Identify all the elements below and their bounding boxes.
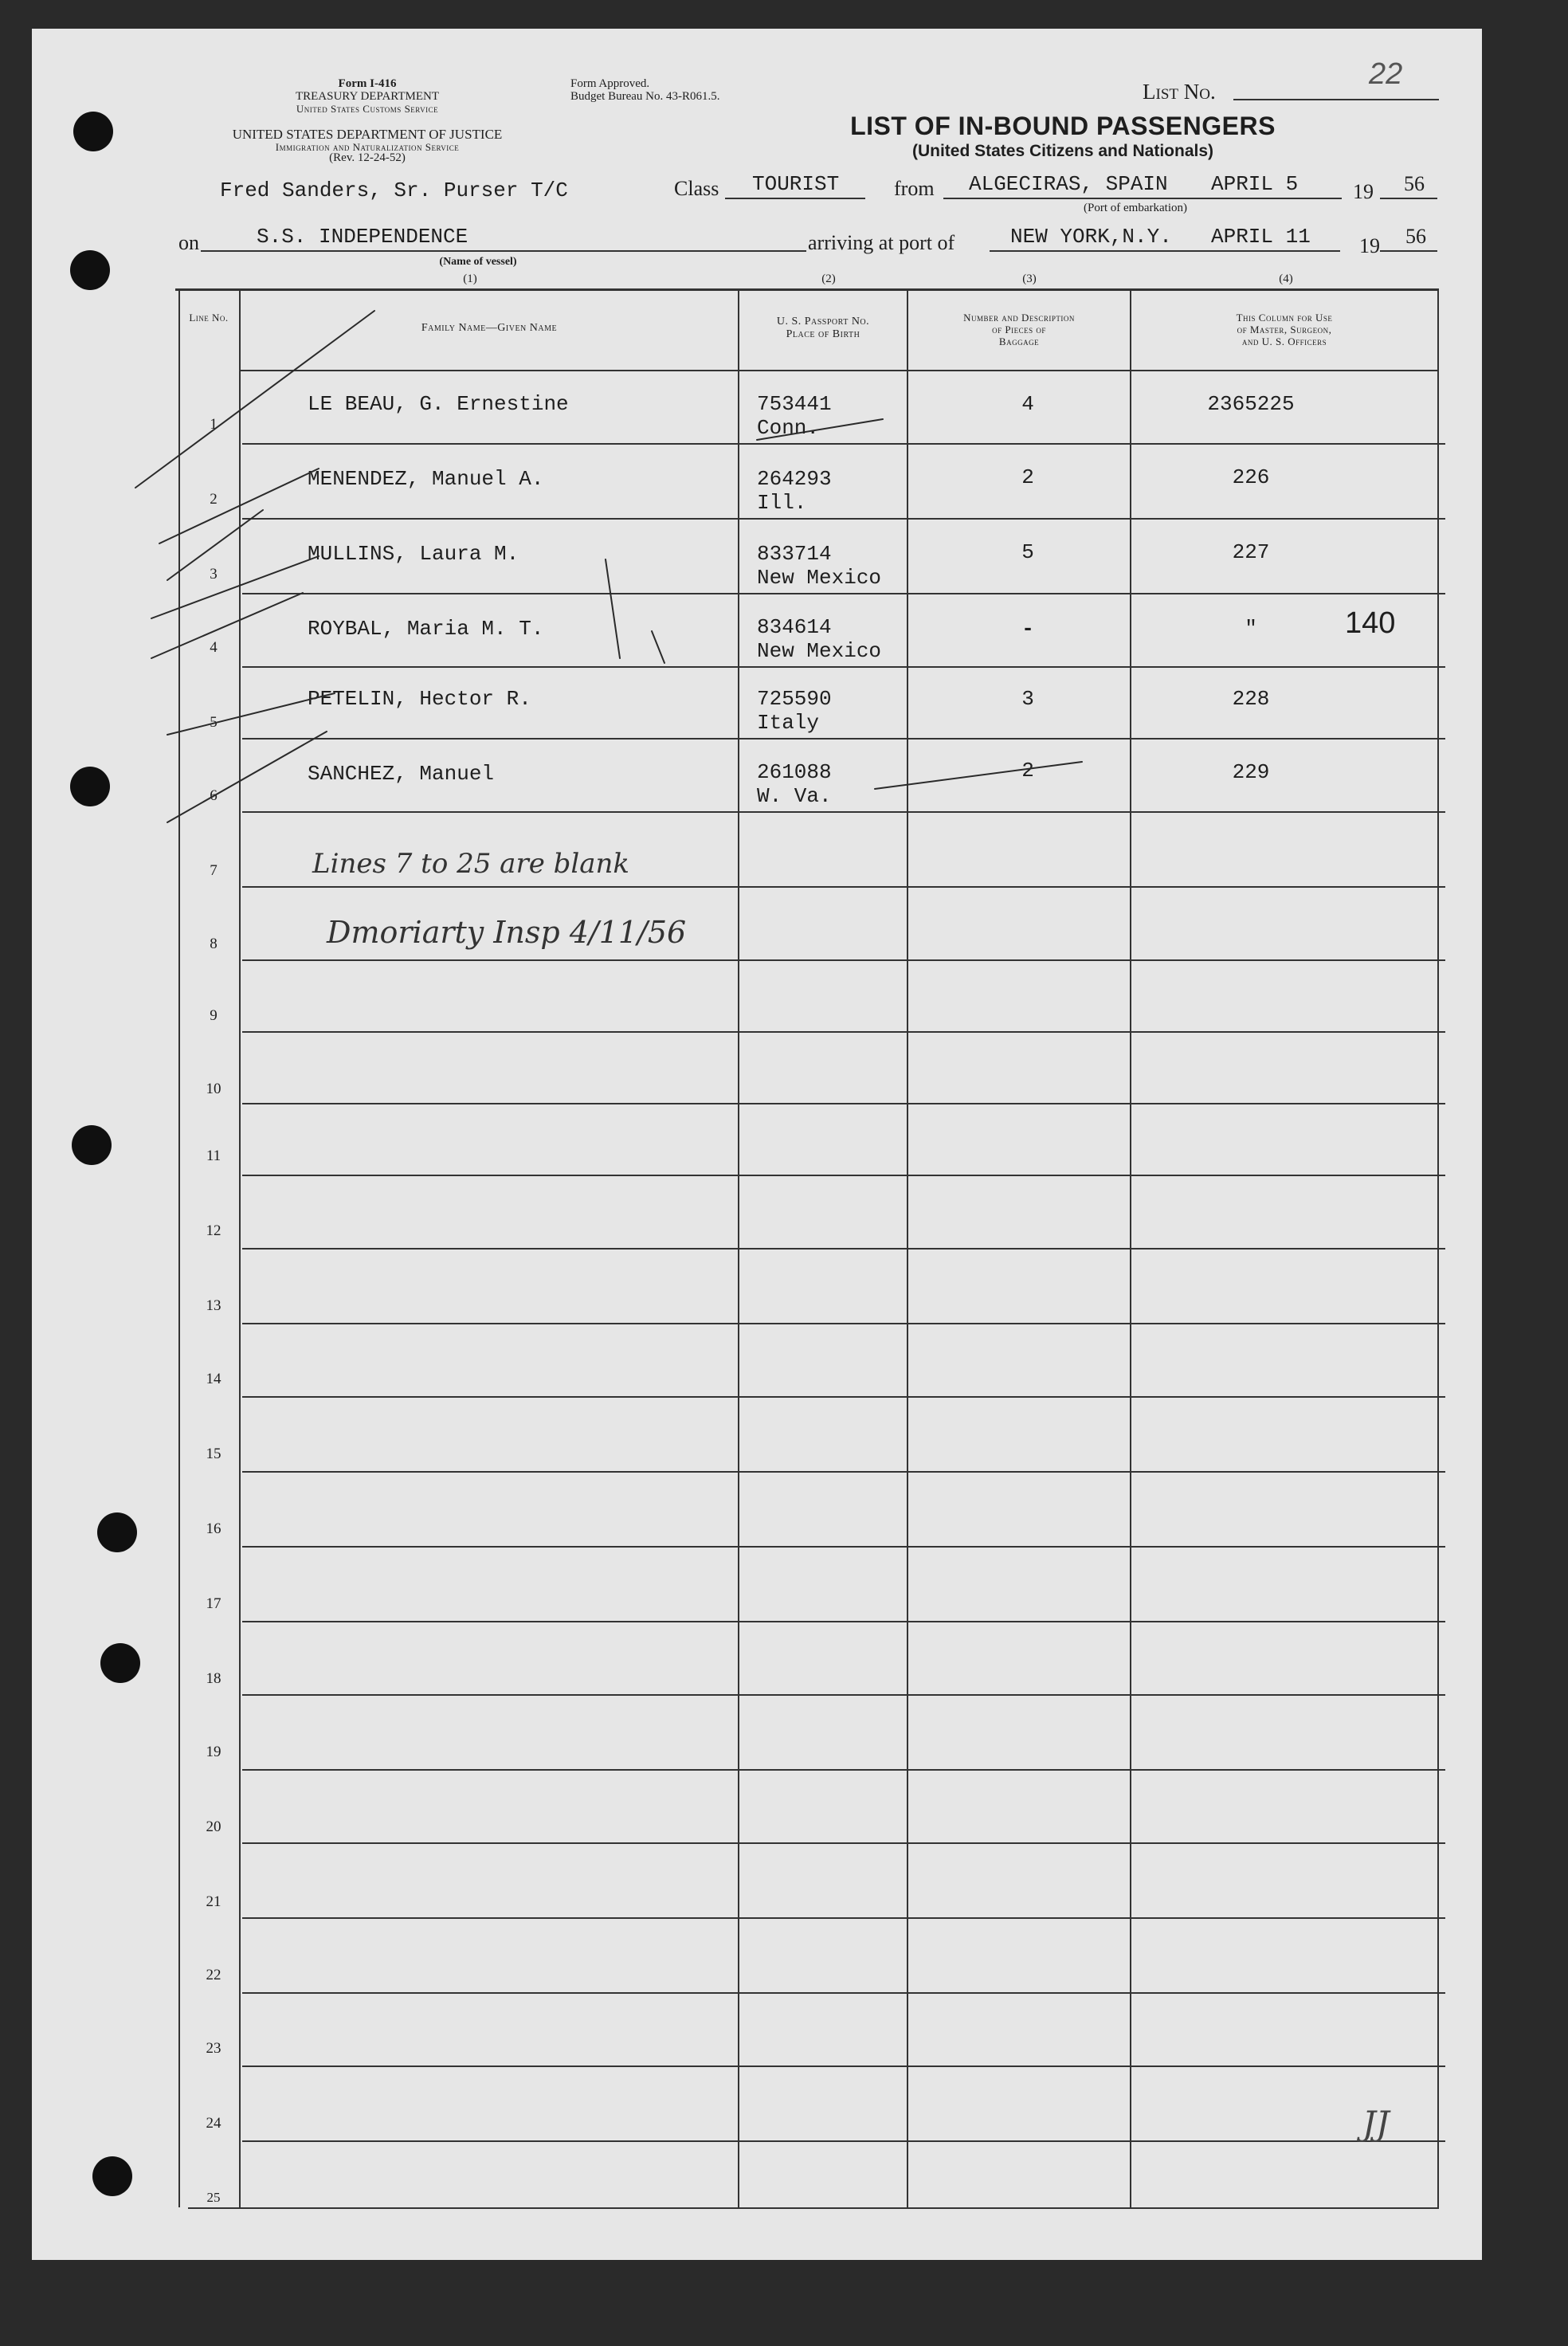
row-line-number: 4 [210,639,218,656]
row-line-number: 24 [206,2115,221,2132]
arriving-label: arriving at port of [808,231,955,254]
row-line-number: 1 [210,416,218,433]
header-passport [743,316,904,341]
row-line-number: 3 [210,566,218,583]
row-rule [242,1694,1445,1696]
row-rule [242,518,1445,520]
table-left-rule [178,288,180,2207]
list-no-label: List No. [1143,80,1216,104]
embarkation-port: ALGECIRAS, SPAIN [969,172,1168,196]
row-rule [242,1621,1445,1622]
header-baggage [911,312,1127,348]
row-rule [242,1769,1445,1771]
class-underline [725,198,865,199]
baggage-count: 2 [1021,759,1034,783]
row-line-number: 14 [206,1371,221,1387]
row-line-number: 21 [206,1893,221,1910]
form-approval [570,78,719,104]
passenger-name: SANCHEZ, Manuel [308,762,495,786]
header-officers-line1: This Column for Use [1236,312,1333,324]
place-of-birth: Conn. [757,416,820,440]
handwritten-initials: JJ [1362,2104,1390,2143]
baggage-count: 5 [1021,540,1034,564]
row-rule [242,959,1445,961]
row-line-number: 15 [206,1446,221,1462]
passenger-name: PETELIN, Hector R. [308,687,531,711]
row-line-number: 20 [206,1818,221,1835]
row-line-number: 19 [206,1744,221,1760]
officer-entry: 229 [1232,760,1270,784]
row-line-number: 17 [206,1595,221,1612]
ins-service: Immigration and Naturalization Service [275,140,460,153]
arrival-year-underline [1380,250,1437,252]
baggage-count: 3 [1021,687,1034,711]
officer-entry: 228 [1232,687,1270,711]
baggage-count: 4 [1021,392,1034,416]
col-num-4: (4) [1279,273,1293,285]
row-rule [242,1103,1445,1104]
baggage-count: 2 [1021,465,1034,489]
passenger-name: LE BEAU, G. Ernestine [308,392,569,416]
col-num-3: (3) [1022,273,1037,285]
header-officers-line2: of Master, Surgeon, [1237,323,1332,335]
row-rule [242,2066,1445,2067]
form-header-left [180,78,555,114]
punch-hole [97,1512,137,1552]
page-title: LIST OF IN-BOUND PASSENGERS [850,112,1276,140]
officer-note: 140 [1345,606,1396,640]
budget-bureau: Budget Bureau No. 43-R061.5. [570,89,720,103]
place-of-birth: New Mexico [757,639,882,663]
from-year-prefix: 19 [1353,180,1374,203]
row-rule [242,738,1445,740]
form-number: Form I-416 [338,77,397,90]
header-name: Family Name—Given Name [421,322,558,334]
col-num-2: (2) [821,273,836,285]
handwritten-blank-note: Lines 7 to 25 are blank [312,848,630,880]
place-of-birth: New Mexico [757,566,882,590]
handwritten-inspector-signature: Dmoriarty Insp 4/11/56 [327,915,687,950]
page-subtitle: (United States Citizens and Nationals) [911,142,1214,160]
row-line-number: 18 [206,1670,221,1687]
purser-name: Fred Sanders, Sr. Purser T/C [220,178,568,202]
punch-hole [73,112,113,151]
row-rule [242,1546,1445,1548]
arrival-year-prefix: 19 [1359,234,1380,257]
col-num-1: (1) [463,273,477,285]
class-label: Class [674,177,719,200]
row-rule [242,1842,1445,1844]
row-line-number: 9 [210,1007,218,1024]
header-passport-line1: U. S. Passport No. [776,316,870,328]
header-passport-line2: Place of Birth [786,328,860,341]
row-line-number: 5 [210,714,218,731]
punch-hole [70,250,110,290]
header-line-no: Line No. [189,312,229,324]
passenger-name: ROYBAL, Maria M. T. [308,617,544,641]
arrival-port: NEW YORK,N.Y. [1010,225,1172,249]
passport-number: 834614 [757,615,832,639]
arrival-underline [990,250,1340,252]
embarkation-date: APRIL 5 [1211,172,1299,196]
passport-number: 753441 [757,392,832,416]
row-line-number: 8 [210,936,218,952]
from-underline [943,198,1342,199]
arrival-year: 56 [1405,225,1426,248]
arrival-date: APRIL 11 [1211,225,1311,249]
vessel-name: S.S. INDEPENDENCE [257,225,468,249]
row-rule [242,1396,1445,1398]
passport-number: 833714 [757,542,832,566]
from-year: 56 [1404,172,1425,195]
table-bottom-rule [188,2207,1439,2209]
place-of-birth: Italy [757,711,820,735]
passport-number: 261088 [757,760,832,784]
row-line-number: 25 [206,2190,221,2205]
row-rule [242,1917,1445,1919]
row-line-number: 16 [206,1520,221,1537]
class-value: TOURIST [752,172,840,196]
form-revision: (Rev. 12-24-52) [329,151,406,165]
header-baggage-line3: Baggage [998,335,1040,347]
place-of-birth: Ill. [757,491,807,515]
baggage-count: - [1021,617,1034,641]
punch-hole [70,767,110,806]
justice-dept: UNITED STATES DEPARTMENT OF JUSTICE [232,127,503,142]
header-officers [1135,312,1434,348]
manifest-page [32,29,1482,2260]
punch-hole [72,1125,112,1165]
passport-number: 725590 [757,687,832,711]
row-rule [242,443,1445,445]
from-year-underline [1380,198,1437,199]
row-line-number: 10 [206,1081,221,1097]
row-rule [242,1323,1445,1324]
row-rule [242,1992,1445,1994]
vessel-note: (Name of vessel) [439,256,517,268]
header-officers-line3: and U. S. Officers [1241,335,1327,347]
treasury-dept: TREASURY DEPARTMENT [295,89,440,103]
from-label: from [894,177,935,200]
form-approved: Form Approved. [570,77,650,90]
punch-hole [92,2156,132,2196]
list-no-underline [1233,99,1439,100]
row-line-number: 12 [206,1222,221,1239]
passenger-name: MULLINS, Laura M. [308,542,519,566]
place-of-birth: W. Va. [757,784,832,808]
row-line-number: 7 [210,862,218,879]
row-rule [242,1031,1445,1033]
table-top-rule [175,288,1439,291]
punch-hole [100,1643,140,1683]
on-label: on [178,231,199,254]
list-no-value: 22 [1369,57,1403,91]
header-baggage-line2: of Pieces of [992,323,1046,335]
row-line-number: 2 [210,491,218,508]
form-header-justice [180,128,555,165]
row-line-number: 23 [206,2040,221,2057]
row-rule [242,1471,1445,1473]
row-line-number: 13 [206,1297,221,1314]
line-no-column-rule [239,288,241,2207]
officer-entry: 227 [1232,540,1270,564]
row-rule [242,1248,1445,1250]
row-rule [242,811,1445,813]
row-line-number: 11 [206,1148,221,1164]
row-rule [242,1175,1445,1176]
officer-entry: " [1245,617,1257,641]
officer-entry: 2365225 [1207,392,1295,416]
row-rule [242,2140,1445,2142]
row-rule [242,593,1445,594]
port-note: (Port of embarkation) [1084,202,1187,214]
row-rule [242,886,1445,888]
row-line-number: 6 [210,787,218,804]
row-rule [242,666,1445,668]
officer-entry: 226 [1232,465,1270,489]
passport-number: 264293 [757,467,832,491]
customs-service: United States Customs Service [296,102,439,115]
passenger-name: MENENDEZ, Manuel A. [308,467,544,491]
row-line-number: 22 [206,1967,221,1983]
header-baggage-line1: Number and Description [963,312,1075,324]
vessel-underline [201,250,806,252]
header-rule [239,370,1439,371]
